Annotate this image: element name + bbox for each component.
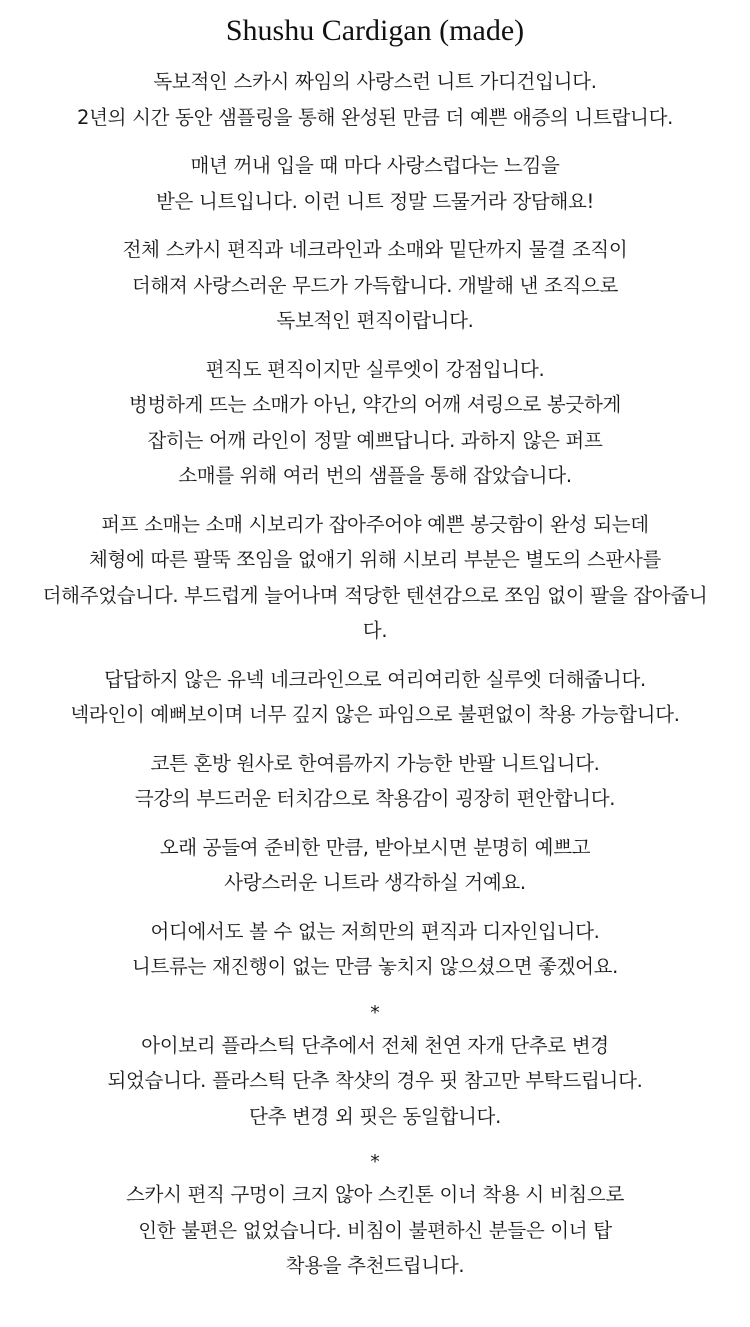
button-change-note <box>0 1028 750 1135</box>
text-line: 독보적인 스카시 짜임의 사랑스런 니트 가디건입니다. <box>153 70 597 93</box>
text-line: 답답하지 않은 유넥 네크라인으로 여리여리한 실루엣 더해줍니다. <box>104 667 646 691</box>
text-line: 스카시 편직 구멍이 크지 않아 스킨톤 이너 착용 시 비침으로 <box>126 1183 624 1206</box>
text-line: 단추 변경 외 핏은 동일합니다. <box>249 1104 501 1128</box>
description-paragraph-1 <box>0 64 750 135</box>
asterisk-separator: * <box>370 1151 380 1173</box>
text-line: 니트류는 재진행이 없는 만큼 놓치지 않으셨으면 좋겠어요. <box>131 955 619 978</box>
text-line: 사랑스러운 니트라 생각하실 거예요. <box>224 871 526 894</box>
description-paragraph-8 <box>0 830 750 901</box>
product-title: Shushu Cardigan (made) <box>225 14 525 47</box>
text-line: 더해져 사랑스러운 무드가 가득합니다. 개발해 낸 조직으로 <box>131 273 619 297</box>
text-line: 아이보리 플라스틱 단추에서 전체 천연 자개 단추로 변경 <box>141 1033 609 1057</box>
see-through-note <box>0 1177 750 1284</box>
description-paragraph-3 <box>0 232 750 339</box>
asterisk-separator: * <box>370 1001 380 1024</box>
text-line: 잡히는 어깨 라인이 정말 예쁘답니다. 과하지 않은 퍼프 <box>147 428 603 452</box>
text-line: 2년의 시간 동안 샘플링을 통해 완성된 만큼 더 예쁜 애증의 니트랍니다. <box>76 105 674 129</box>
text-line: 어디에서도 볼 수 없는 저희만의 편직과 디자인입니다. <box>150 919 600 943</box>
description-paragraph-2 <box>0 148 750 219</box>
description-paragraph-5 <box>0 507 750 649</box>
description-paragraph-4 <box>0 352 750 494</box>
text-line: 편직도 편직이지만 실루엣이 강점입니다. <box>205 357 545 381</box>
text-line: 벙벙하게 뜨는 소매가 아닌, 약간의 어깨 셔링으로 봉긋하게 <box>128 393 622 416</box>
description-paragraph-9 <box>0 914 750 985</box>
text-line: 매년 꺼내 입을 때 마다 사랑스럽다는 느낌을 <box>190 154 560 177</box>
text-line: 코튼 혼방 원사로 한여름까지 가능한 반팔 니트입니다. <box>150 751 600 775</box>
text-line: 극강의 부드러운 터치감으로 착용감이 굉장히 편안합니다. <box>134 787 616 810</box>
description-paragraph-6 <box>0 662 750 733</box>
text-line: 전체 스카시 편직과 네크라인과 소매와 밑단까지 물결 조직이 <box>122 238 628 261</box>
text-line: 착용을 추천드립니다. <box>285 1254 465 1277</box>
text-line: 인한 불편은 없었습니다. 비침이 불편하신 분들은 이너 탑 <box>138 1218 612 1242</box>
text-line: 오래 공들여 준비한 만큼, 받아보시면 분명히 예쁘고 <box>159 835 591 859</box>
text-line: 다. <box>362 619 388 642</box>
description-paragraph-7 <box>0 746 750 817</box>
text-line: 되었습니다. 플라스틱 단추 착샷의 경우 핏 참고만 부탁드립니다. <box>107 1069 643 1092</box>
text-line: 퍼프 소매는 소매 시보리가 잡아주어야 예쁜 봉긋함이 완성 되는데 <box>101 512 649 536</box>
text-line: 체형에 따른 팔뚝 쪼임을 없애기 위해 시보리 부분은 별도의 스판사를 <box>88 548 662 571</box>
text-line: 소매를 위해 여러 번의 샘플을 통해 잡았습니다. <box>178 464 572 487</box>
text-line: 받은 니트입니다. 이런 니트 정말 드물거라 장담해요! <box>155 189 595 213</box>
text-line: 더해주었습니다. 부드럽게 늘어나며 적당한 텐션감으로 쪼임 없이 팔을 잡아줍니 <box>42 583 708 607</box>
text-line: 독보적인 편직이랍니다. <box>276 309 474 332</box>
text-line: 넥라인이 예뻐보이며 너무 깊지 않은 파임으로 불편없이 착용 가능합니다. <box>70 703 680 726</box>
